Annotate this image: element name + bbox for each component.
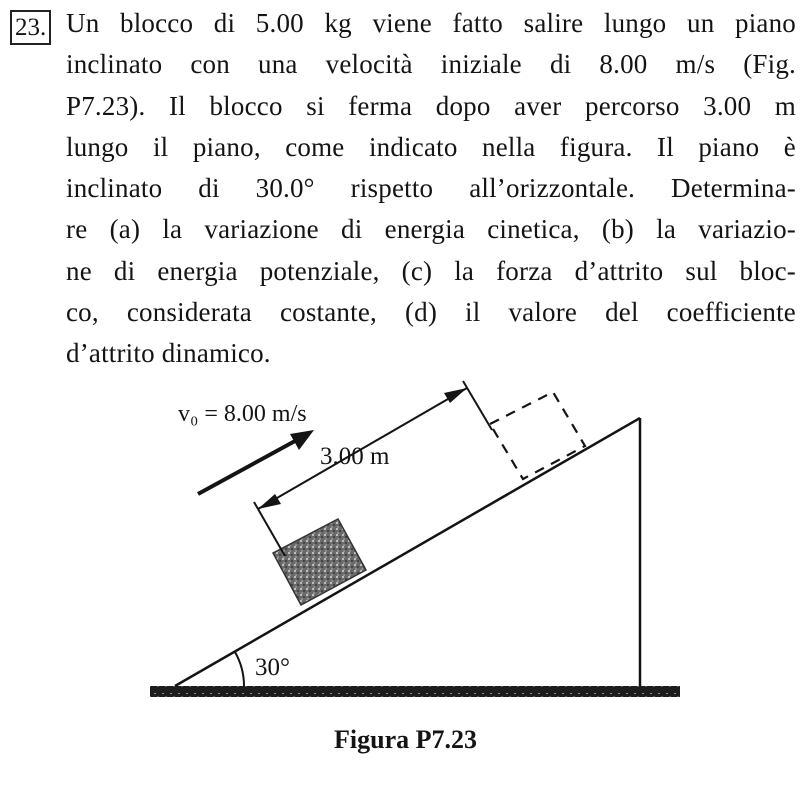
problem-number: 23.: [10, 10, 51, 45]
velocity-arrow: [198, 430, 314, 494]
angle-arc: [235, 652, 244, 686]
problem-line-4: lungo il piano, come indicato nella figura. Il piano è: [66, 131, 796, 162]
ground: [150, 686, 680, 697]
problem-line-8: co, considerata costante, (d) il valore del coefficiente: [66, 297, 796, 328]
problem-line-7: ne di energia potenziale, (c) la forza d’attrito sul bloc-: [66, 255, 796, 286]
incline-plane: [175, 418, 640, 686]
problem-line-1: Un blocco di 5.00 kg viene fatto salire lungo un piano: [66, 8, 796, 38]
problem-line-9: d’attrito dinamico.: [66, 338, 271, 369]
problem-line-2: inclinato con una velocità iniziale di 8.00 m/s (Fig.: [66, 49, 796, 80]
distance-arrowhead-right: [444, 388, 467, 403]
block: [273, 519, 366, 605]
problem-line-3: P7.23). Il blocco si ferma dopo aver percorso 3.00 m: [66, 90, 796, 121]
distance-label: 3.00 m: [320, 443, 390, 470]
angle-label: 30°: [255, 654, 290, 681]
problem-line-5: inclinato di 30.0° rispetto all’orizzontale. Determina-: [66, 173, 796, 204]
figure-caption: Figura P7.23: [334, 725, 477, 754]
block-final-position-dashed: [490, 392, 585, 479]
problem-line-6: re (a) la variazione di energia cinetica, (b) la variazio-: [66, 214, 796, 245]
distance-arrowhead-left: [258, 494, 281, 509]
velocity-label: v₀ = 8.00 m/s: [178, 401, 307, 427]
